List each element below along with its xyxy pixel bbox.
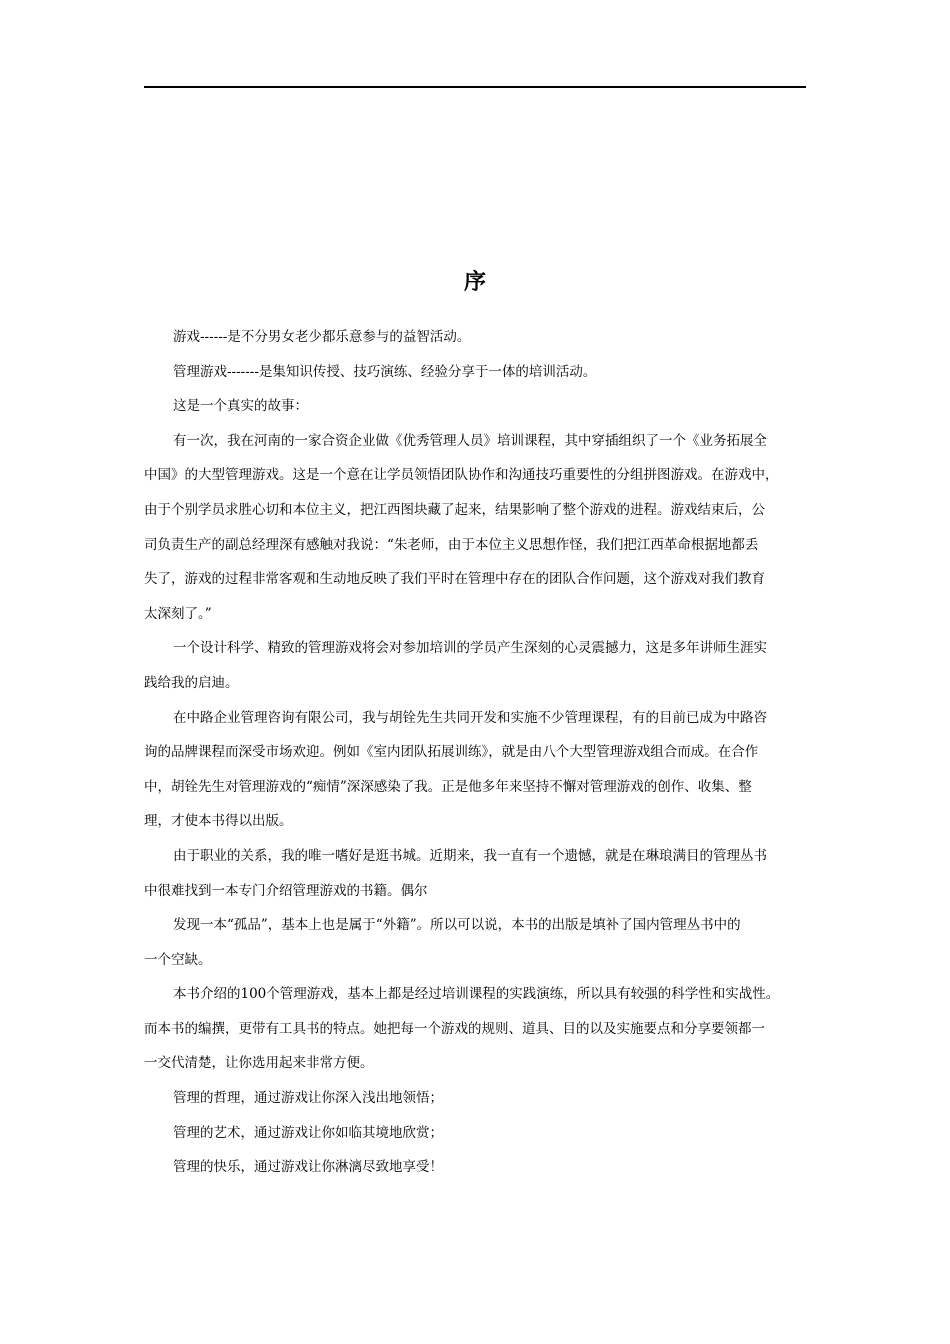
paragraph-line: 发现一本“孤品”，基本上也是属于“外籍”。所以可以说，本书的出版是填补了国内管理丛书中的 [173, 917, 741, 934]
paragraph-line: 有一次，我在河南的一家合资企业做《优秀管理人员》培训课程，其中穿插组织了一个《业务拓展全 [173, 432, 767, 449]
body-text [144, 320, 808, 1185]
paragraph-line: 一个设计科学、精致的管理游戏将会对参加培训的学员产生深刻的心灵震撼力，这是多年讲师生涯实 [173, 640, 767, 657]
paragraph-line: 在中路企业管理咨询有限公司，我与胡铨先生共同开发和实施不少管理课程，有的目前已成为中路咨 [173, 709, 767, 726]
paragraph-line: 管理的艺术，通过游戏让你如临其境地欣赏； [173, 1124, 443, 1141]
page-title: 序 [463, 270, 486, 295]
paragraph-line: 由于职业的关系，我的唯一嗜好是逛书城。近期来，我一直有一个遗憾，就是在琳琅满目的管理丛书 [173, 847, 767, 864]
paragraph-continuation-line: 询的品牌课程而深受市场欢迎。例如《室内团队拓展训练》，就是由八个大型管理游戏组合而成。在合作 [144, 744, 759, 761]
paragraph-line: 管理游戏-------是集知识传授、技巧演练、经验分享于一体的培训活动。 [173, 363, 597, 380]
paragraph-continuation-line: 中很难找到一本专门介绍管理游戏的书籍。偶尔 [144, 882, 428, 899]
paragraph-line: 这是一个真实的故事： [173, 398, 308, 415]
paragraph-line: 管理的快乐，通过游戏让你淋漓尽致地享受！ [173, 1159, 443, 1176]
paragraph-continuation-line: 一个空缺。 [144, 951, 212, 968]
paragraph-continuation-line: 而本书的编撰，更带有工具书的特点。她把每一个游戏的规则、道具、目的以及实施要点和分享要领都一 [144, 1020, 765, 1037]
paragraph-continuation-line: 司负责生产的副总经理深有感触对我说：“朱老师，由于本位主义思想作怪，我们把江西革命根据地都丢 [144, 536, 759, 553]
paragraph-line: 游戏------是不分男女老少都乐意参与的益智活动。 [173, 329, 471, 345]
paragraph-continuation-line: 太深刻了。” [144, 605, 212, 622]
paragraph-continuation-line: 失了，游戏的过程非常客观和生动地反映了我们平时在管理中存在的团队合作问题，这个游戏对我们教育 [144, 571, 765, 588]
paragraph-line: 管理的哲理，通过游戏让你深入浅出地领悟； [173, 1090, 443, 1107]
paragraph-continuation-line: 中国》的大型管理游戏。这是一个意在让学员领悟团队协作和沟通技巧重要性的分组拼图游戏。在游戏中， [144, 467, 779, 484]
header-rule [144, 86, 806, 88]
paragraph-continuation-line: 中，胡铨先生对管理游戏的“痴情”深深感染了我。正是他多年来坚持不懈对管理游戏的创作、收集、整 [144, 778, 752, 795]
paragraph-continuation-line: 一交代清楚，让你选用起来非常方便。 [144, 1055, 374, 1072]
paragraph-continuation-line: 由于个别学员求胜心切和本位主义，把江西图块藏了起来，结果影响了整个游戏的进程。游戏结束后，公 [144, 501, 765, 518]
paragraph-line: 本书介绍的100个管理游戏，基本上都是经过培训课程的实践演练，所以具有较强的科学性和实战性。 [173, 986, 780, 1003]
paragraph-continuation-line: 践给我的启迪。 [144, 674, 239, 691]
paragraph-continuation-line: 理，才使本书得以出版。 [144, 813, 293, 830]
